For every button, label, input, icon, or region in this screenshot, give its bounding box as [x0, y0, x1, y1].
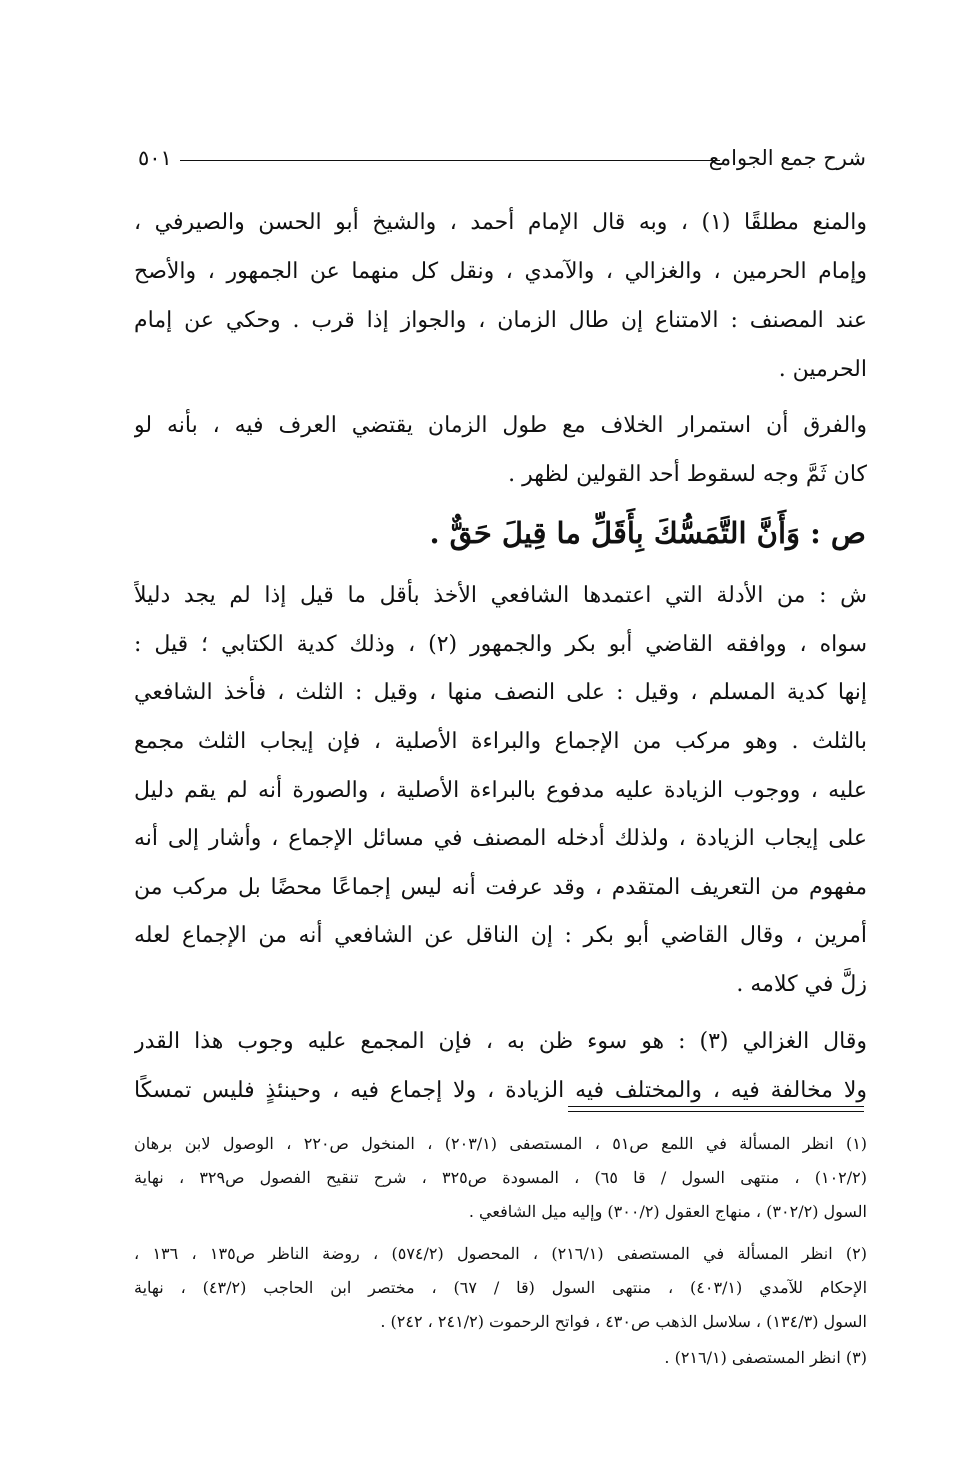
footnote-separator	[568, 1111, 864, 1112]
text-line: وإمام الحرمين ، والغزالي ، والآمدي ، ونقل كل منهما عن الجمهور ، والأصح	[134, 259, 867, 284]
text-line: كان ثَمَّ وجه لسقوط أحد القولين لظهر .	[508, 462, 867, 487]
footnote-line: الإحكام للآمدي (٤٠٣/١) ، منتهى السول (قا / ٦٧) ، مختصر ابن الحاجب (٤٣/٢) ، نهاية	[134, 1278, 867, 1297]
footnote-line: (٣) انظر المستصفى (٢١٦/١) .	[664, 1348, 867, 1367]
footnote-line: (٢) انظر المسألة في المستصفى (٢١٦/١) ، المحصول (٥٧٤/٢) ، روضة الناظر ص١٣٥ ، ١٣٦ ،	[134, 1244, 867, 1263]
page-number: ٥٠١	[138, 146, 172, 170]
text-line: والفرق أن استمرار الخلاف مع طول الزمان يقتضي العرف فيه ، بأنه لو	[134, 413, 867, 438]
footnote-line: (١) انظر المسألة في اللمع ص٥١ ، المستصفى (٢٠٣/١) ، المنخول ص٢٢٠ ، الوصول لابن برهان	[134, 1134, 867, 1153]
text-line: مفهوم من التعريف المتقدم ، وقد عرفت أنه ليس إجماعًا محضًا بل مركب من	[134, 875, 867, 900]
text-line: ش : من الأدلة التي اعتمدها الشافعي الأخذ بأقل ما قيل إذا لم يجد دليلاً	[134, 583, 867, 608]
text-line: ولا مخالفة فيه ، والمختلف فيه الزيادة ، ولا إجماع فيه ، وحينئذٍ فليس تمسكًا	[134, 1078, 867, 1103]
text-line: عليه ، ووجوب الزيادة عليه مدفوع بالبراءة الأصلية ، والصورة أنه لم يقم دليل	[134, 778, 867, 803]
text-line: على إيجاب الزيادة ، ولذلك أدخله المصنف في مسائل الإجماع ، وأشار إلى أنه	[134, 826, 867, 851]
text-line: عند المصنف : الامتناع إن طال الزمان ، والجواز إذا قرب . وحكي عن إمام	[134, 308, 867, 333]
header-rule	[180, 160, 720, 161]
footnote-line: السول (١٣٤/٣) ، سلاسل الذهب ص٤٣٠ ، فواتح الرحموت (٢٤١/٢ ، ٢٤٢) .	[380, 1312, 867, 1331]
text-line: وقال الغزالي (٣) : هو سوء ظن به ، فإن المجمع عليه وجوب هذا القدر	[134, 1029, 867, 1054]
footnote-line: (١٠٢/٢) ، منتهى السول / قا ٦٥) ، المسودة ص٣٢٥ ، شرح تنقيح الفصول ص٣٢٩ ، نهاية	[134, 1168, 867, 1187]
running-header	[138, 140, 866, 176]
matn-heading: ص : وَأَنَّ التَّمَسُّكَ بِأَقَلِّ ما قِيلَ حَقٌّ .	[429, 516, 866, 550]
footnote-separator	[568, 1106, 864, 1107]
text-line: أمرين ، وقال القاضي أبو بكر : إن الناقل عن الشافعي أنه من الإجماع لعله	[134, 923, 867, 948]
footnote-line: السول (٣٠٢/٢) ، منهاج العقول (٣٠٠/٢) وإليه ميل الشافعي .	[468, 1202, 867, 1221]
text-line: إنها كدية المسلم ، وقيل : على النصف منها ، وقيل : الثلث ، فأخذ الشافعي	[134, 680, 867, 705]
text-line: سواه ، ووافقه القاضي أبو بكر والجمهور (٢) ، وذلك كدية الكتابي ؛ قيل :	[134, 632, 867, 657]
text-line: والمنع مطلقًا (١) ، وبه قال الإمام أحمد ، والشيخ أبو الحسن والصيرفي ،	[134, 210, 867, 235]
book-title: شرح جمع الجوامع	[708, 146, 866, 170]
text-line: الحرمين .	[778, 357, 867, 382]
text-line: بالثلث . وهو مركب من الإجماع والبراءة الأصلية ، فإن إيجاب الثلث مجمع	[134, 729, 867, 754]
text-line: زلَّ في كلامه .	[736, 972, 867, 997]
